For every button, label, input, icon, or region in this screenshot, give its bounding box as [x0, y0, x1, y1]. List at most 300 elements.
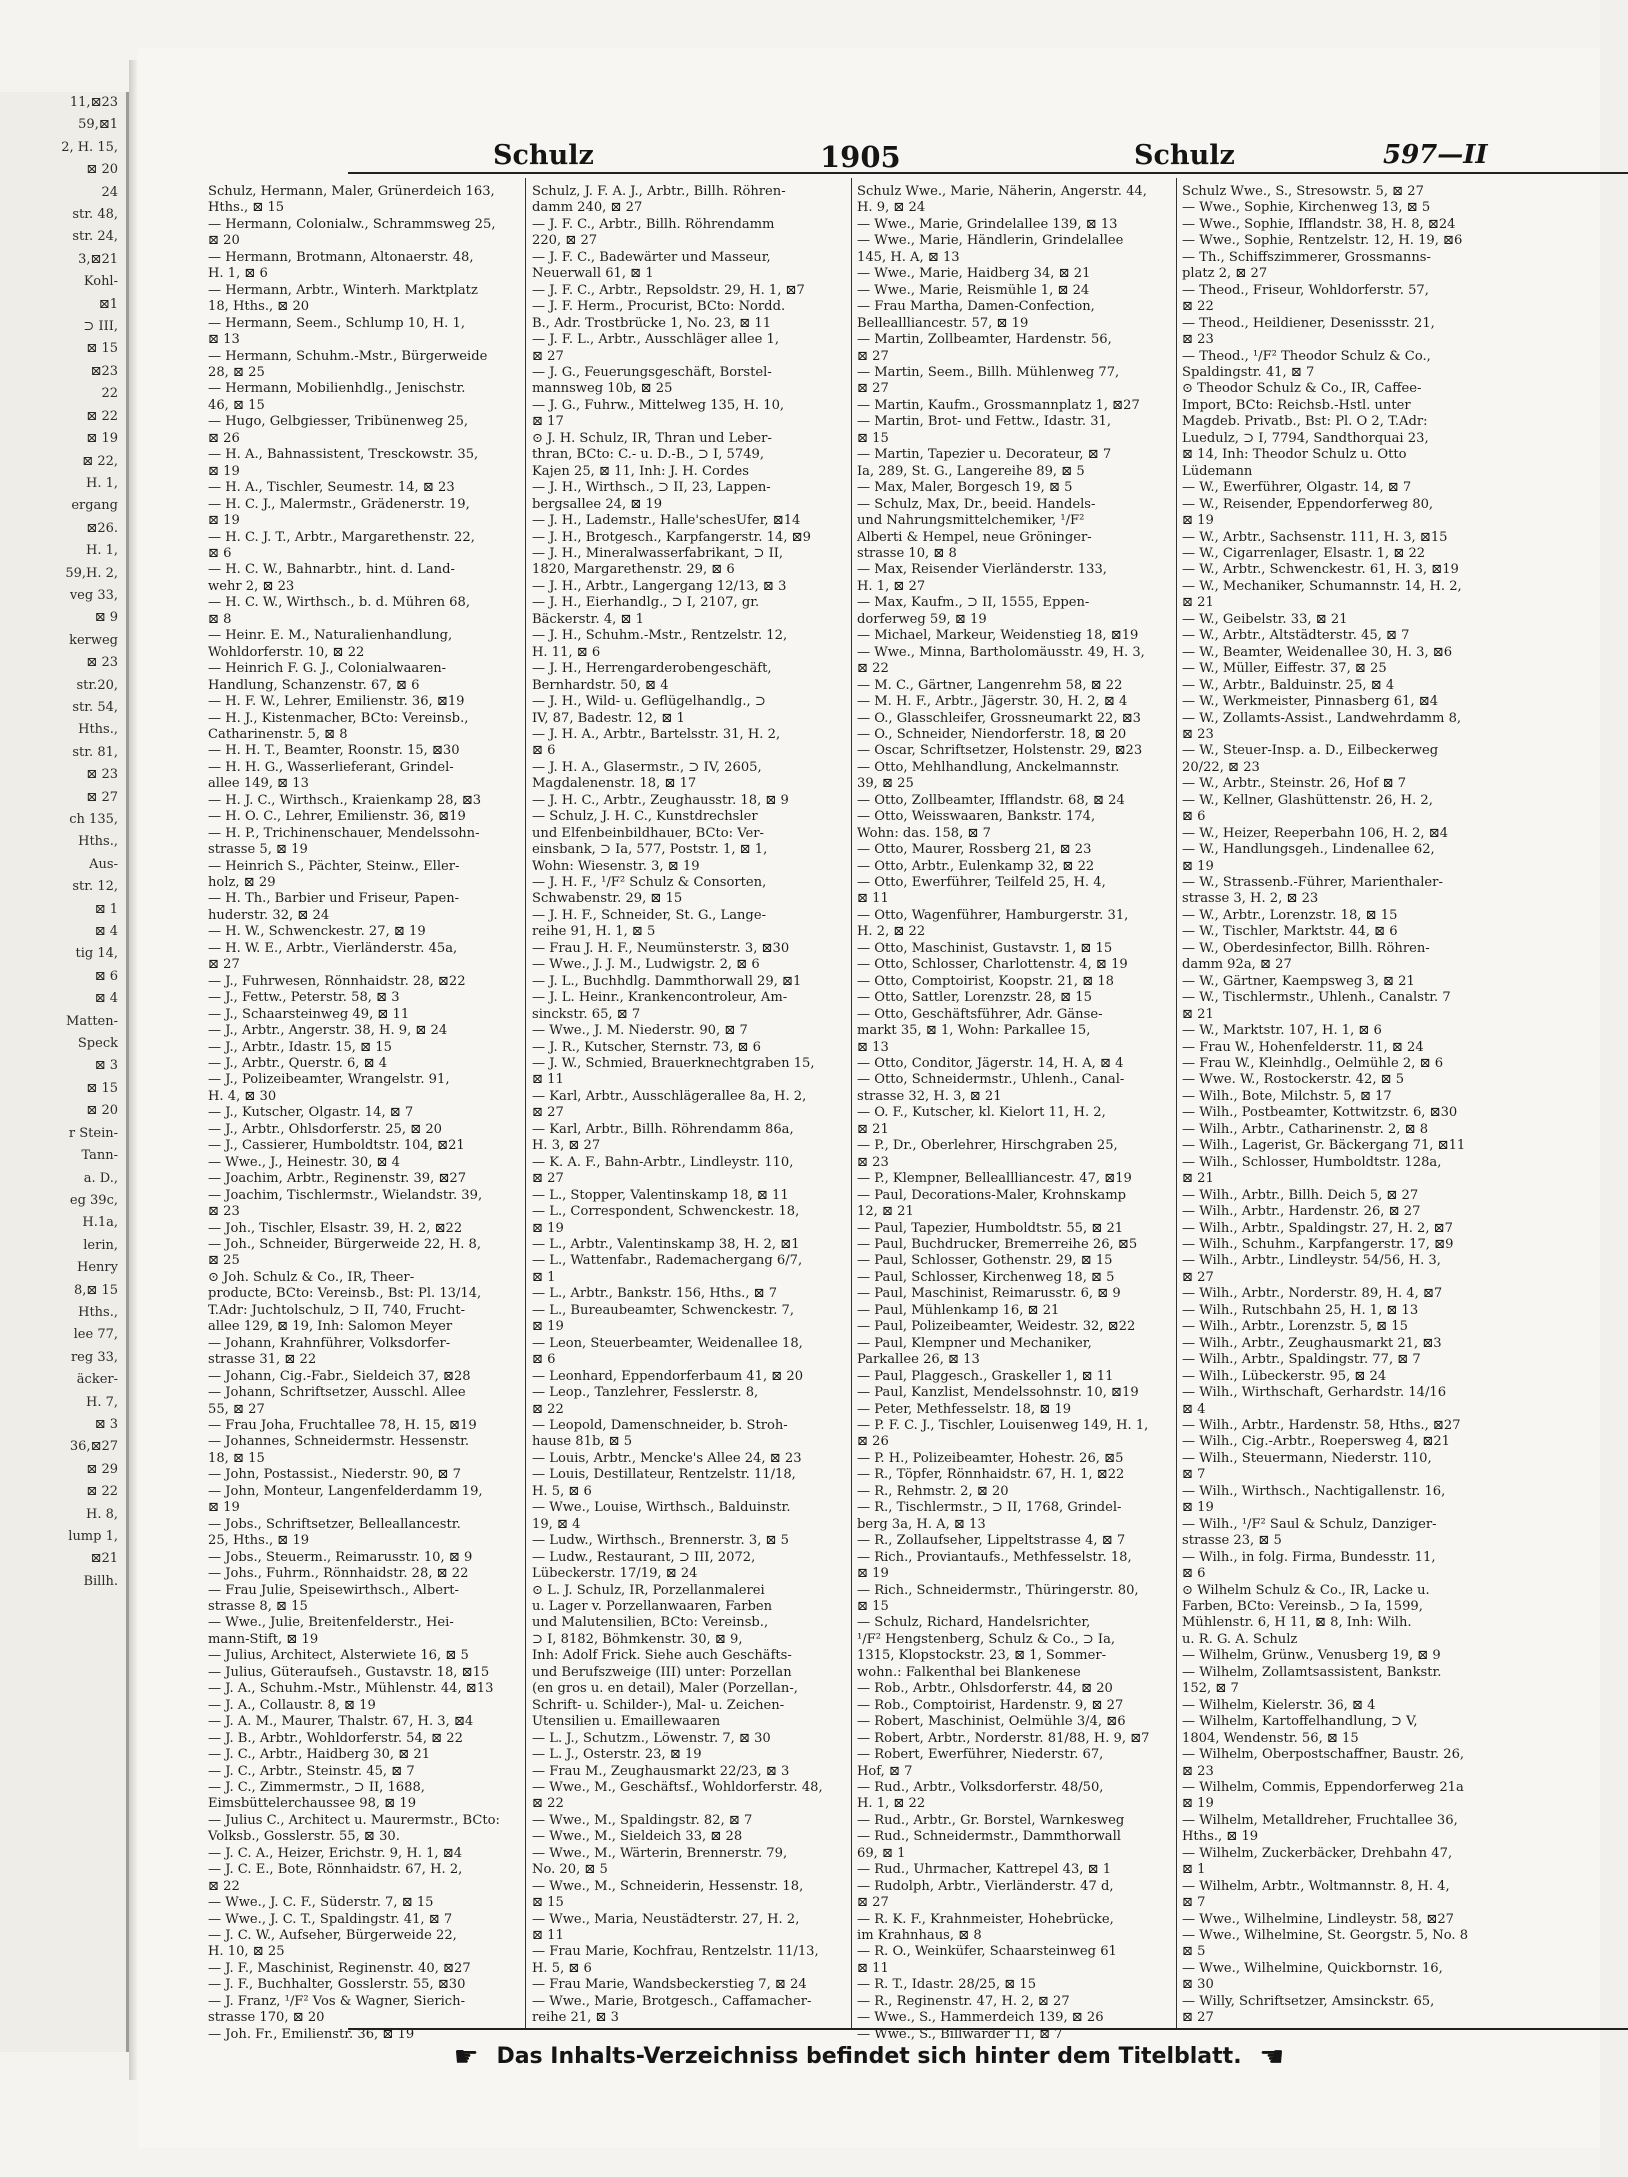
directory-entry-line: — J. L. Heinr., Krankencontroleur, Am-	[532, 990, 788, 1006]
directory-column-4	[1182, 184, 1500, 2026]
directory-entry-line: 1804, Wendenstr. 56, ⊠ 15	[1182, 1730, 1359, 1746]
directory-entry-line: — J. R., Kutscher, Sternstr. 73, ⊠ 6	[532, 1039, 761, 1055]
directory-entry-line: Schrift- u. Schilder-), Mal- u. Zeichen-	[532, 1697, 785, 1713]
previous-page-fragment: ⊠ 9	[94, 610, 118, 626]
directory-entry-line: — Frau Marie, Kochfrau, Rentzelstr. 11/13,	[532, 1944, 819, 1960]
directory-entry-line: — Julius C., Architect u. Maurermstr., BCto:	[208, 1812, 500, 1828]
directory-entry-line: — Wilh., Schuhm., Karpfangerstr. 17, ⊠9	[1182, 1237, 1454, 1252]
directory-entry-line: Lüdemann	[1182, 463, 1253, 479]
directory-entry-line: — Paul, Polizeibeamter, Weidestr. 32, ⊠22	[857, 1319, 1136, 1335]
directory-entry-line: — Johannes, Schneidermstr. Hessenstr.	[208, 1434, 470, 1450]
directory-entry-line: — Oscar, Schriftsetzer, Holstenstr. 29, ⊠23	[857, 743, 1143, 759]
directory-entry-line: ⊠ 25	[208, 1253, 240, 1269]
previous-page-fragment: ⊠ 19	[86, 431, 118, 447]
directory-entry-line: — J. A., Collaustr. 8, ⊠ 19	[208, 1697, 376, 1713]
previous-page-fragment: 8,⊠ 15	[74, 1282, 118, 1298]
directory-entry-line: ⊠ 13	[208, 332, 240, 348]
directory-entry-line: — Hugo, Gelbgiesser, Tribünenweg 25,	[208, 414, 469, 430]
directory-entry-line: damm 240, ⊠ 27	[532, 200, 643, 216]
directory-entry-line: ⊠ 15	[857, 1598, 889, 1614]
directory-entry-line: Schulz Wwe., Marie, Näherin, Angerstr. 44,	[857, 184, 1147, 199]
directory-entry-line: — Karl, Arbtr., Billh. Röhrendamm 86a,	[532, 1121, 794, 1137]
directory-entry-line: einsbank, ⊃ Ia, 577, Poststr. 1, ⊠ 1,	[532, 842, 768, 858]
directory-entry-line: — Wwe., Marie, Brotgesch., Caffamacher-	[532, 1993, 812, 2009]
directory-entry-line: — Wilhelm, Commis, Eppendorferweg 21a	[1182, 1779, 1464, 1795]
directory-entry-line: strasse 23, ⊠ 5	[1182, 1533, 1282, 1549]
directory-entry-line: Eimsbüttelerchaussee 98, ⊠ 19	[208, 1796, 417, 1812]
directory-entry-line: ⊠ 14, Inh: Theodor Schulz u. Otto	[1182, 447, 1407, 463]
directory-entry-line: — J. H., Wirthsch., ⊃ II, 23, Lappen-	[532, 480, 771, 496]
directory-entry-line: — Wwe., Marie, Grindelallee 139, ⊠ 13	[857, 216, 1118, 232]
directory-entry-line: ⊠ 27	[857, 348, 889, 364]
directory-entry-line: — Wilhelm, Grünw., Venusberg 19, ⊠ 9	[1182, 1648, 1441, 1664]
directory-entry-line: — R., Tischlermstr., ⊃ II, 1768, Grindel-	[857, 1500, 1122, 1516]
directory-entry-line: ⊠ 7	[1182, 1895, 1206, 1911]
directory-entry-line: ⊠ 20	[208, 233, 240, 249]
directory-entry-line: — John, Monteur, Langenfelderdamm 19,	[208, 1483, 483, 1499]
directory-entry-line: sinckstr. 65, ⊠ 7	[532, 1006, 641, 1022]
directory-entry-line: — Jobs., Schriftsetzer, Belleallancestr.	[208, 1516, 461, 1532]
directory-entry-line: — P., Klempner, Belleallliancestr. 47, ⊠19	[857, 1171, 1132, 1187]
directory-entry-line: — Paul, Maschinist, Reimarusstr. 6, ⊠ 9	[857, 1286, 1121, 1302]
directory-entry-line: ⊃ I, 8182, Böhmkenstr. 30, ⊠ 9,	[532, 1631, 743, 1647]
directory-entry-line: — J. F., Maschinist, Reginenstr. 40, ⊠27	[208, 1960, 471, 1976]
directory-entry-line: — Paul, Buchdrucker, Bremerreihe 26, ⊠5	[857, 1237, 1138, 1252]
directory-entry-line: — L. J., Osterstr. 23, ⊠ 19	[532, 1747, 702, 1763]
column-divider	[1176, 178, 1177, 2028]
directory-entry-line: — Hermann, Brotmann, Altonaerstr. 48,	[208, 249, 474, 265]
directory-entry-line: — Wilhelm, Zuckerbäcker, Drehbahn 47,	[1182, 1845, 1453, 1861]
directory-entry-line: — Wwe., Marie, Händlerin, Grindelallee	[857, 233, 1124, 249]
directory-entry-line: — J. H. C., Arbtr., Zeughausstr. 18, ⊠ 9	[532, 792, 789, 808]
directory-entry-line: — John, Postassist., Niederstr. 90, ⊠ 7	[208, 1467, 461, 1483]
directory-entry-line: — Otto, Maurer, Rossberg 21, ⊠ 23	[857, 842, 1092, 858]
directory-entry-line: ⊠ 23	[1182, 726, 1214, 742]
directory-entry-line: — Louis, Arbtr., Mencke's Allee 24, ⊠ 23	[532, 1450, 802, 1466]
previous-page-fragment: ⊠ 4	[94, 991, 118, 1007]
previous-page-fragment: 3,⊠21	[78, 251, 118, 267]
directory-entry-line: — Jobs., Steuerm., Reimarusstr. 10, ⊠ 9	[208, 1549, 473, 1565]
directory-entry-line: ⊠ 19	[1182, 513, 1214, 529]
directory-entry-line: — J. H. F., Schneider, St. G., Lange-	[532, 907, 766, 923]
directory-entry-line: — J. A. M., Maurer, Thalstr. 67, H. 3, ⊠4	[208, 1714, 474, 1730]
directory-entry-line: — Hermann, Mobilienhdlg., Jenischstr.	[208, 381, 466, 397]
directory-entry-line: — Paul, Tapezier, Humboldtstr. 55, ⊠ 21	[857, 1220, 1124, 1236]
directory-entry-line: T.Adr: Juchtolschulz, ⊃ II, 740, Frucht-	[208, 1302, 466, 1318]
directory-entry-line: — R., Rehmstr. 2, ⊠ 20	[857, 1483, 1009, 1499]
directory-entry-line: — Paul, Schlosser, Kirchenweg 18, ⊠ 5	[857, 1269, 1115, 1285]
directory-entry-line: — W., Mechaniker, Schumannstr. 14, H. 2,	[1182, 578, 1462, 594]
pointing-hand-right-icon: ☛	[453, 2040, 479, 2073]
directory-entry-line: und Berufszweige (III) unter: Porzellan	[532, 1664, 792, 1680]
directory-entry-line: — W., Tischler, Marktstr. 44, ⊠ 6	[1182, 924, 1398, 940]
previous-page-fragment: kerweg	[69, 632, 118, 648]
previous-page-fragment: ⊠ 6	[94, 968, 118, 984]
directory-entry-line: H. 1, ⊠ 6	[208, 266, 268, 282]
previous-page-fragment: 59,⊠1	[78, 117, 118, 133]
directory-entry-line: — Wilhelm, Kielerstr. 36, ⊠ 4	[1182, 1697, 1376, 1713]
directory-entry-line: — Frau M., Zeughausmarkt 22/23, ⊠ 3	[532, 1763, 790, 1779]
directory-entry-line: — J., Polizeibeamter, Wrangelstr. 91,	[208, 1072, 450, 1088]
directory-entry-line: — Wwe., Louise, Wirthsch., Balduinstr.	[532, 1500, 791, 1516]
directory-entry-line: mannsweg 10b, ⊠ 25	[532, 381, 673, 397]
directory-entry-line: Schulz, Hermann, Maler, Grünerdeich 163,	[208, 184, 495, 199]
directory-entry-line: — Leonhard, Eppendorferbaum 41, ⊠ 20	[532, 1368, 804, 1384]
directory-entry-line: — J. F. Herm., Procurist, BCto: Nordd.	[532, 299, 786, 315]
directory-entry-line: — Heinrich F. G. J., Colonialwaaren-	[208, 661, 447, 677]
previous-page-fragment: H.1a,	[82, 1215, 118, 1231]
directory-entry-line: — Wwe., J. M. Niederstr. 90, ⊠ 7	[532, 1023, 748, 1039]
previous-page-fragment: ⊠ 20	[86, 1103, 118, 1119]
directory-entry-line: Wohn: das. 158, ⊠ 7	[857, 825, 991, 841]
directory-entry-line: — W., Arbtr., Balduinstr. 25, ⊠ 4	[1182, 677, 1395, 693]
directory-entry-line: H. 9, ⊠ 24	[857, 200, 926, 216]
directory-entry-line: — J. H., Schuhm.-Mstr., Rentzelstr. 12,	[532, 628, 788, 644]
directory-entry-line: H. 1, ⊠ 27	[857, 578, 926, 594]
directory-entry-line: — Schulz, J. H. C., Kunstdrechsler	[532, 809, 758, 825]
directory-entry-line: — J. C. E., Bote, Rönnhaidstr. 67, H. 2,	[208, 1862, 463, 1878]
previous-page-fragment: Matten-	[66, 1013, 118, 1029]
directory-entry-line: — J. H. F., ¹/F² Schulz & Consorten,	[532, 875, 767, 891]
directory-entry-line: — Theod., ¹/F² Theodor Schulz & Co.,	[1182, 348, 1431, 364]
previous-page-fragment: lerin,	[83, 1237, 118, 1253]
previous-page-fragment: ⊠26.	[86, 520, 118, 536]
directory-entry-line: — Joh., Tischler, Elsastr. 39, H. 2, ⊠22	[208, 1220, 463, 1236]
directory-entry-line: — Wwe., Julie, Breitenfelderstr., Hei-	[208, 1615, 454, 1631]
directory-entry-line: ⊠ 4	[1182, 1401, 1206, 1417]
directory-entry-line: — J., Fettw., Peterstr. 58, ⊠ 3	[208, 990, 400, 1006]
directory-entry-line: ⊠ 27	[1182, 1269, 1214, 1285]
directory-entry-line: ⊠ 22	[208, 1878, 240, 1894]
directory-entry-line: — Peter, Methfesselstr. 18, ⊠ 19	[857, 1401, 1072, 1417]
directory-entry-line: — J. C., Zimmermstr., ⊃ II, 1688,	[208, 1779, 425, 1795]
pointing-hand-left-icon: ☚	[1259, 2040, 1285, 2073]
directory-entry-line: — J. F. L., Arbtr., Ausschläger allee 1,	[532, 332, 780, 348]
directory-entry-line: Magdalenenstr. 18, ⊠ 17	[532, 776, 697, 792]
directory-entry-line: Neuerwall 61, ⊠ 1	[532, 266, 654, 282]
directory-entry-line: — Wwe., Wilhelmine, Quickbornstr. 16,	[1182, 1960, 1443, 1976]
directory-entry-line: strasse 3, H. 2, ⊠ 23	[1182, 891, 1319, 907]
previous-page-fragment: ⊠ 3	[94, 1416, 118, 1432]
directory-entry-line: — J. H. A., Glasermstr., ⊃ IV, 2605,	[532, 759, 762, 775]
directory-entry-line: — Wilh., Lübeckerstr. 95, ⊠ 24	[1182, 1368, 1387, 1384]
directory-entry-line: — Wwe., Sophie, Kirchenweg 13, ⊠ 5	[1182, 200, 1431, 216]
book-gutter	[129, 60, 137, 2080]
directory-entry-line: — Hermann, Schuhm.-Mstr., Bürgerweide	[208, 348, 488, 364]
directory-entry-line: Hths., ⊠ 15	[208, 200, 285, 216]
directory-entry-line: — Martin, Brot- und Fettw., Idastr. 31,	[857, 414, 1112, 430]
directory-entry-line: wohn.: Falkenthal bei Blankenese	[857, 1664, 1081, 1680]
directory-entry-line: H. 2, ⊠ 22	[857, 924, 926, 940]
directory-entry-line: — Rob., Arbtr., Ohlsdorferstr. 44, ⊠ 20	[857, 1681, 1113, 1697]
directory-entry-line: — Otto, Wagenführer, Hamburgerstr. 31,	[857, 907, 1129, 923]
directory-entry-line: — L., Arbtr., Valentinskamp 38, H. 2, ⊠1	[532, 1237, 800, 1252]
previous-page-fragment: ⊠21	[90, 1551, 118, 1567]
directory-entry-line: strasse 170, ⊠ 20	[208, 2010, 325, 2026]
directory-entry-line: — Wilhelm, Arbtr., Woltmannstr. 8, H. 4,	[1182, 1878, 1450, 1894]
directory-entry-line: — Wilh., ¹/F² Saul & Schulz, Danziger-	[1182, 1516, 1437, 1532]
directory-entry-line: ⊠ 6	[1182, 809, 1206, 825]
directory-entry-line: — J., Arbtr., Querstr. 6, ⊠ 4	[208, 1056, 388, 1072]
header-year: 1905	[820, 140, 901, 174]
directory-entry-line: — Johann, Krahnführer, Volksdorfer-	[208, 1335, 451, 1351]
directory-entry-line: — L. J., Schutzm., Löwenstr. 7, ⊠ 30	[532, 1730, 771, 1746]
directory-entry-line: Import, BCto: Reichsb.-Hstl. unter	[1182, 397, 1411, 413]
directory-entry-line: ¹/F² Hengstenberg, Schulz & Co., ⊃ Ia,	[857, 1631, 1116, 1647]
directory-entry-line: — H. J. C., Wirthsch., Kraienkamp 28, ⊠3	[208, 792, 482, 808]
directory-entry-line: und Elfenbeinbildhauer, BCto: Ver-	[532, 825, 764, 841]
directory-entry-line: — Wwe., Marie, Haidberg 34, ⊠ 21	[857, 266, 1091, 282]
previous-page-fragment: ergang	[71, 498, 118, 514]
directory-entry-line: ⊠ 19	[532, 1220, 564, 1236]
directory-entry-line: reihe 21, ⊠ 3	[532, 2010, 619, 2026]
directory-entry-line: ⊠ 19	[1182, 1500, 1214, 1516]
directory-entry-line: — Wwe., S., Billwärder 11, ⊠ 7	[857, 2026, 1063, 2042]
directory-entry-line: — J., Arbtr., Ohlsdorferstr. 25, ⊠ 20	[208, 1121, 442, 1137]
directory-entry-line: ⊠ 15	[857, 430, 889, 446]
directory-entry-line: — Wilh., Arbtr., Lindleystr. 54/56, H. 3,	[1182, 1253, 1441, 1269]
previous-page-fragment: ⊠ 23	[86, 655, 118, 671]
directory-entry-line: ⊠ 1	[1182, 1862, 1206, 1878]
directory-entry-line: strasse 10, ⊠ 8	[857, 545, 957, 561]
directory-entry-line: ⊠ 23	[208, 1204, 240, 1220]
directory-entry-line: — Wilh., Arbtr., Catharinenstr. 2, ⊠ 8	[1182, 1121, 1429, 1137]
directory-entry-line: ⊠ 13	[857, 1039, 889, 1055]
directory-column-1	[208, 184, 526, 2042]
directory-entry-line: H. 11, ⊠ 6	[532, 644, 601, 660]
directory-entry-line: ⊠ 22	[532, 1796, 564, 1812]
directory-entry-line: — O., Schneider, Niendorferstr. 18, ⊠ 20	[857, 726, 1127, 742]
directory-entry-line: und Malutensilien, BCto: Vereinsb.,	[532, 1615, 769, 1631]
directory-entry-line: H. 5, ⊠ 6	[532, 1960, 592, 1976]
directory-entry-line: — Otto, Weisswaaren, Bankstr. 174,	[857, 809, 1096, 825]
directory-entry-line: — J. C. W., Aufseher, Bürgerweide 22,	[208, 1928, 457, 1944]
directory-entry-line: — Otto, Schlosser, Charlottenstr. 4, ⊠ 19	[857, 957, 1128, 973]
previous-page-fragment: ⊠ 23	[86, 767, 118, 783]
directory-entry-line: ⊠ 11	[532, 1072, 564, 1088]
directory-entry-line: berg 3a, H. A, ⊠ 13	[857, 1516, 986, 1532]
directory-entry-line: 145, H. A, ⊠ 13	[857, 249, 960, 265]
directory-entry-line: — Frau W., Kleinhdlg., Oelmühle 2, ⊠ 6	[1182, 1056, 1444, 1072]
directory-entry-line: ⊙ Theodor Schulz & Co., IR, Caffee-	[1182, 381, 1422, 397]
directory-entry-line: — Wilh., Steuermann, Niederstr. 110,	[1182, 1450, 1432, 1466]
directory-entry-line: ⊠ 26	[857, 1434, 889, 1450]
directory-entry-line: — Robert, Ewerführer, Niederstr. 67,	[857, 1747, 1104, 1763]
previous-page-fragment: Hths.,	[78, 722, 118, 738]
directory-entry-line: — J. C., Arbtr., Haidberg 30, ⊠ 21	[208, 1747, 431, 1763]
directory-entry-line: — J. H., Brotgesch., Karpfangerstr. 14, ⊠9	[532, 529, 811, 545]
directory-entry-line: — J. B., Arbtr., Wohldorferstr. 54, ⊠ 22	[208, 1730, 463, 1746]
directory-entry-line: Bernhardstr. 50, ⊠ 4	[532, 677, 669, 693]
directory-entry-line: damm 92a, ⊠ 27	[1182, 957, 1292, 973]
directory-entry-line: — H. W. E., Arbtr., Vierländerstr. 45a,	[208, 940, 458, 956]
directory-entry-line: — J. G., Feuerungsgeschäft, Borstel-	[532, 364, 772, 380]
previous-page-fragment: str. 24,	[72, 229, 118, 245]
header-left-keyword: Schulz	[493, 140, 594, 171]
footer-note	[138, 2040, 1600, 2073]
directory-entry-line: Hof, ⊠ 7	[857, 1763, 913, 1779]
directory-entry-line: — Wilh., Postbeamter, Kottwitzstr. 6, ⊠30	[1182, 1105, 1458, 1121]
directory-entry-line: 28, ⊠ 25	[208, 364, 265, 380]
directory-entry-line: ⊠ 8	[208, 611, 232, 627]
previous-page-fragment: ⊠1	[98, 296, 118, 312]
directory-entry-line: wehr 2, ⊠ 23	[208, 578, 295, 594]
previous-page-fragment: veg 33,	[69, 587, 118, 603]
directory-entry-line: — J. Franz, ¹/F² Vos & Wagner, Sierich-	[208, 1993, 465, 2009]
directory-entry-line: strasse 31, ⊠ 22	[208, 1352, 317, 1368]
directory-entry-line: — H. P., Trichinenschauer, Mendelssohn-	[208, 825, 480, 841]
directory-entry-line: — Wwe., J. C. T., Spaldingstr. 41, ⊠ 7	[208, 1911, 453, 1927]
directory-entry-line: ⊠ 21	[1182, 595, 1214, 611]
directory-entry-line: — J. C., Arbtr., Steinstr. 45, ⊠ 7	[208, 1763, 415, 1779]
previous-page-fragment: 22	[101, 386, 118, 402]
directory-entry-line: — Wilh., Lagerist, Gr. Bäckergang 71, ⊠11	[1182, 1138, 1466, 1154]
previous-page-fragment: Henry	[77, 1260, 118, 1276]
directory-entry-line: — Wilhelm, Zollamtsassistent, Bankstr.	[1182, 1664, 1442, 1680]
directory-entry-line: — Wwe., Wilhelmine, St. Georgstr. 5, No. 8	[1182, 1928, 1469, 1944]
directory-entry-line: — H. C. J. T., Arbtr., Margarethenstr. 22,	[208, 529, 475, 545]
directory-entry-line: markt 35, ⊠ 1, Wohn: Parkallee 15,	[857, 1023, 1091, 1039]
header-right-keyword: Schulz	[1134, 140, 1235, 171]
directory-entry-line: — Wilhelm, Oberpostschaffner, Baustr. 26,	[1182, 1747, 1465, 1763]
previous-page-fragment: ⊃ III,	[83, 319, 118, 335]
directory-entry-line: 1315, Klopstockstr. 23, ⊠ 1, Sommer-	[857, 1648, 1107, 1664]
directory-entry-line: ⊠ 21	[857, 1121, 889, 1137]
directory-entry-line: No. 20, ⊠ 5	[532, 1862, 608, 1878]
directory-entry-line: — Wwe., S., Hammerdeich 139, ⊠ 26	[857, 2010, 1104, 2026]
directory-entry-line: — Otto, Zollbeamter, Ifflandstr. 68, ⊠ 24	[857, 792, 1125, 808]
directory-entry-line: — Otto, Mehlhandlung, Anckelmannstr.	[857, 759, 1120, 775]
directory-entry-line: — Paul, Mühlenkamp 16, ⊠ 21	[857, 1302, 1060, 1318]
directory-entry-line: Mühlenstr. 6, H 11, ⊠ 8, Inh: Wilh.	[1182, 1615, 1412, 1631]
previous-page-fragment: ch 135,	[69, 812, 118, 827]
directory-entry-line: — Wwe., M., Schneiderin, Hessenstr. 18,	[532, 1878, 804, 1894]
directory-entry-line: — Wilh., Schlosser, Humboldtstr. 128a,	[1182, 1154, 1442, 1170]
directory-entry-line: — Louis, Destillateur, Rentzelstr. 11/18,	[532, 1467, 796, 1483]
previous-page-fragment: ⊠ 29	[86, 1461, 118, 1477]
directory-entry-line: strasse 8, ⊠ 15	[208, 1598, 308, 1614]
directory-entry-line: — L., Arbtr., Bankstr. 156, Hths., ⊠ 7	[532, 1286, 778, 1302]
directory-entry-line: Utensilien u. Emaillewaaren	[532, 1714, 721, 1730]
previous-page-fragment: ⊠ 1	[94, 901, 118, 917]
directory-entry-line: — Wwe., J. C. F., Süderstr. 7, ⊠ 15	[208, 1895, 434, 1911]
previous-page-fragment: 11,⊠23	[69, 95, 118, 110]
directory-entry-line: allee 129, ⊠ 19, Inh: Salomon Meyer	[208, 1319, 453, 1335]
directory-entry-line: — J. H., Herrengarderobengeschäft,	[532, 661, 772, 677]
previous-page-fragment: ⊠ 27	[86, 789, 118, 805]
directory-page	[138, 48, 1600, 2148]
directory-entry-line: — W., Oberdesinfector, Billh. Röhren-	[1182, 940, 1430, 956]
directory-entry-line: ⊠ 19	[208, 1500, 240, 1516]
directory-entry-line: — Hermann, Colonialw., Schrammsweg 25,	[208, 216, 496, 232]
directory-entry-line: ⊠ 11	[532, 1928, 564, 1944]
directory-entry-line: — Wwe., Wilhelmine, Lindleystr. 58, ⊠27	[1182, 1911, 1455, 1927]
directory-entry-line: — K. A. F., Bahn-Arbtr., Lindleystr. 110,	[532, 1154, 794, 1170]
previous-page-fragment: str. 48,	[72, 207, 118, 223]
directory-entry-line: — Wilh., Rutschbahn 25, H. 1, ⊠ 13	[1182, 1302, 1419, 1318]
directory-entry-line: H. 10, ⊠ 25	[208, 1944, 285, 1960]
directory-entry-line: hause 81b, ⊠ 5	[532, 1434, 633, 1450]
directory-entry-line: — J. A., Schuhm.-Mstr., Mühlenstr. 44, ⊠13	[208, 1681, 494, 1697]
directory-entry-line: ⊠ 22	[1182, 299, 1214, 315]
directory-entry-line: ⊠ 19	[1182, 858, 1214, 874]
directory-entry-line: — Rud., Arbtr., Gr. Borstel, Warnkesweg	[857, 1812, 1125, 1828]
directory-entry-line: H. 4, ⊠ 30	[208, 1088, 277, 1104]
previous-page-fragment: Speck	[77, 1036, 118, 1052]
directory-entry-line: — R., Zollaufseher, Lippeltstrasse 4, ⊠ 7	[857, 1533, 1126, 1549]
directory-entry-line: ⊠ 23	[1182, 332, 1214, 348]
directory-entry-line: — Johann, Cig.-Fabr., Sieldeich 37, ⊠28	[208, 1368, 471, 1384]
directory-entry-line: ⊠ 19	[208, 463, 240, 479]
directory-entry-line: Bäckerstr. 4, ⊠ 1	[532, 611, 644, 627]
directory-entry-line: ⊙ J. H. Schulz, IR, Thran und Leber-	[532, 430, 772, 446]
directory-entry-line: — Schulz, Richard, Handelsrichter,	[857, 1615, 1091, 1631]
directory-entry-line: Parkallee 26, ⊠ 13	[857, 1352, 980, 1368]
directory-entry-line: — M. C., Gärtner, Langenrehm 58, ⊠ 22	[857, 677, 1123, 693]
directory-entry-line: huderstr. 32, ⊠ 24	[208, 907, 330, 923]
directory-entry-line: — W., Heizer, Reeperbahn 106, H. 2, ⊠4	[1182, 825, 1449, 841]
directory-entry-line: — J. F. C., Arbtr., Repsoldstr. 29, H. 1, ⊠7	[532, 282, 805, 298]
directory-entry-line: — W., Handlungsgeh., Lindenallee 62,	[1182, 842, 1435, 858]
directory-entry-line: und Nahrungsmittelchemiker, ¹/F²	[857, 513, 1085, 529]
directory-entry-line: — Wwe., Sophie, Rentzelstr. 12, H. 19, ⊠6	[1182, 233, 1463, 249]
directory-entry-line: strasse 32, H. 3, ⊠ 21	[857, 1088, 1002, 1104]
directory-entry-line: — Rud., Schneidermstr., Dammthorwall	[857, 1829, 1121, 1845]
directory-entry-line: u. R. G. A. Schulz	[1182, 1631, 1298, 1647]
directory-entry-line: — J. H., Lademstr., Halle'schesUfer, ⊠14	[532, 513, 801, 529]
directory-entry-line: ⊠ 6	[208, 545, 232, 561]
directory-entry-line: — Wwe., Sophie, Ifflandstr. 38, H. 8, ⊠24	[1182, 216, 1456, 232]
directory-entry-line: platz 2, ⊠ 27	[1182, 266, 1268, 282]
directory-entry-line: — Martin, Tapezier u. Decorateur, ⊠ 7	[857, 447, 1112, 463]
directory-entry-line: Schwabenstr. 29, ⊠ 15	[532, 891, 683, 907]
directory-entry-line: — J. H., Eierhandlg., ⊃ I, 2107, gr.	[532, 595, 760, 611]
footer-rule	[348, 2028, 1628, 2030]
directory-entry-line: — Michael, Markeur, Weidenstieg 18, ⊠19	[857, 628, 1139, 644]
directory-entry-line: — J., Schaarsteinweg 49, ⊠ 11	[208, 1006, 410, 1022]
directory-column-2	[532, 184, 850, 2026]
directory-entry-line: ⊠ 27	[532, 348, 564, 364]
directory-entry-line: — Joh., Schneider, Bürgerweide 22, H. 8,	[208, 1237, 482, 1252]
column-divider	[851, 178, 852, 2028]
directory-entry-line: Belleallliancestr. 57, ⊠ 19	[857, 315, 1029, 331]
directory-entry-line: — Johann, Schriftsetzer, Ausschl. Allee	[208, 1385, 466, 1401]
directory-entry-line: Farben, BCto: Vereinsb., ⊃ Ia, 1599,	[1182, 1598, 1423, 1614]
header-rule	[348, 172, 1628, 174]
directory-entry-line: 69, ⊠ 1	[857, 1845, 906, 1861]
directory-entry-line: ⊠ 27	[857, 1895, 889, 1911]
directory-entry-line: ⊠ 5	[1182, 1944, 1206, 1960]
directory-entry-line: Schulz, J. F. A. J., Arbtr., Billh. Röhren-	[532, 184, 786, 199]
directory-entry-line: — Frau Julie, Speisewirthsch., Albert-	[208, 1582, 459, 1598]
directory-entry-line: ⊠ 7	[1182, 1467, 1206, 1483]
directory-entry-line: ⊠ 23	[1182, 1763, 1214, 1779]
previous-page-fragment: Aus-	[89, 856, 118, 872]
directory-entry-line: — W., Arbtr., Sachsenstr. 111, H. 3, ⊠15	[1182, 529, 1448, 545]
directory-entry-line: — Wilh., Arbtr., Norderstr. 89, H. 4, ⊠7	[1182, 1286, 1443, 1302]
previous-page-fragment: Hths.,	[78, 834, 118, 850]
directory-entry-line: — P., Dr., Oberlehrer, Hirschgraben 25,	[857, 1138, 1118, 1154]
directory-entry-line: — Heinr. E. M., Naturalienhandlung,	[208, 628, 453, 644]
directory-entry-line: Hths., ⊠ 19	[1182, 1829, 1259, 1845]
directory-entry-line: — H. Th., Barbier und Friseur, Papen-	[208, 891, 460, 907]
footer-text: Das Inhalts-Verzeichniss befindet sich hinter dem Titelblatt.	[496, 2044, 1242, 2069]
directory-entry-line: — Schulz, Max, Dr., beeid. Handels-	[857, 496, 1096, 512]
directory-entry-line: B., Adr. Trostbrücke 1, No. 23, ⊠ 11	[532, 315, 772, 331]
directory-entry-line: — Wilhelm, Metalldreher, Fruchtallee 36,	[1182, 1812, 1458, 1828]
directory-entry-line: 39, ⊠ 25	[857, 776, 914, 792]
directory-entry-line: — W., Arbtr., Lorenzstr. 18, ⊠ 15	[1182, 907, 1398, 923]
